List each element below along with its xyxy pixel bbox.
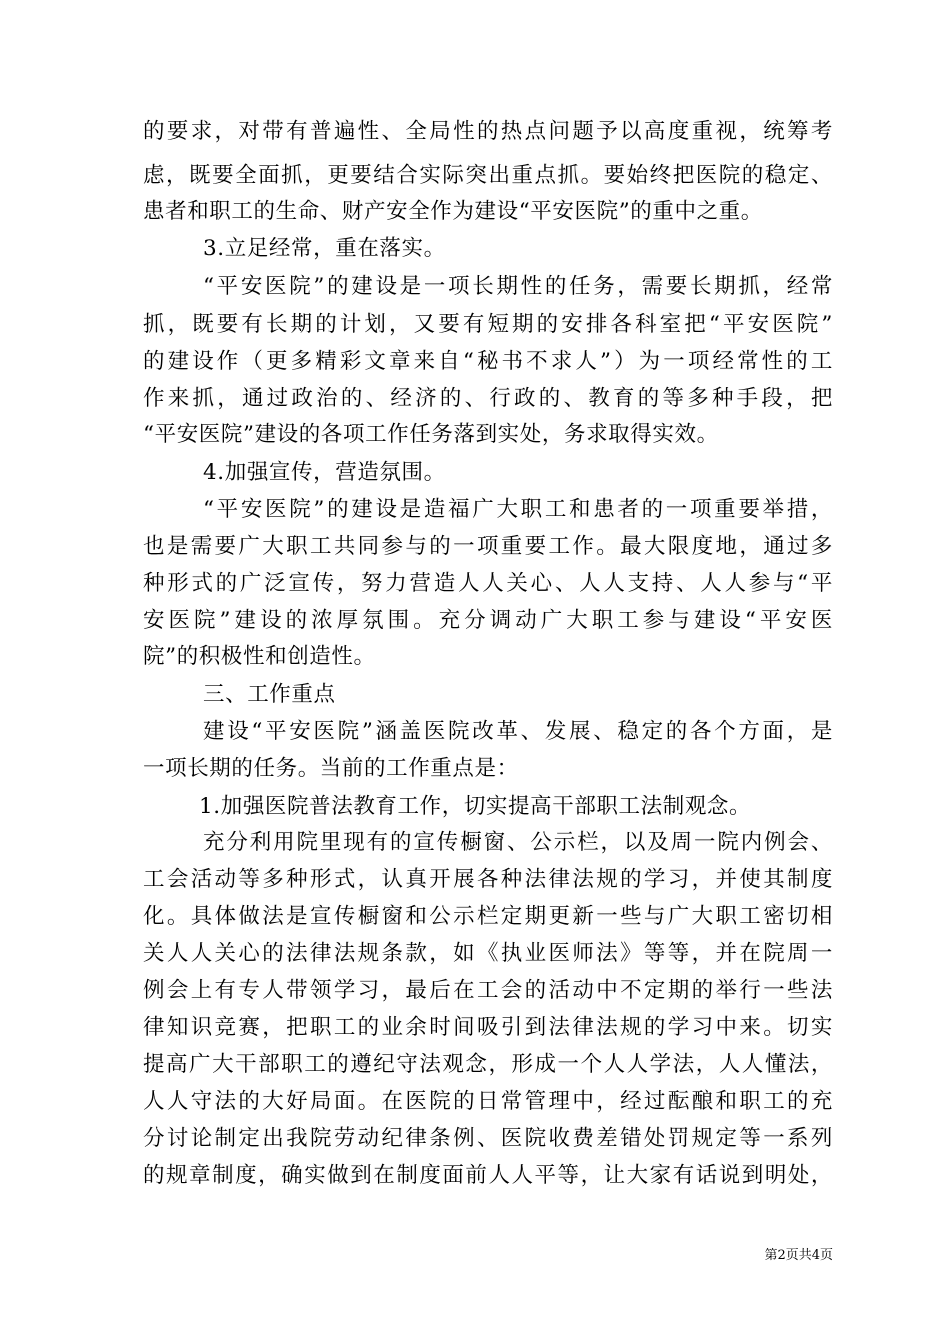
body-line: 提高广大干部职工的遵纪守法观念，形成一个人人学法，人人懂法， — [143, 1052, 833, 1077]
body-line: 工会活动等多种形式，认真开展各种法律法规的学习，并使其制度 — [143, 867, 833, 892]
body-line: 的规章制度，确实做到在制度面前人人平等，让大家有话说到明处， — [143, 1163, 833, 1188]
body-line: 虑，既要全面抓，更要结合实际突出重点抓。要始终把医院的稳定、 — [143, 163, 833, 188]
body-line: 种形式的广泛宣传，努力营造人人关心、人人支持、人人参与“平 — [143, 571, 833, 596]
body-line: “平安医院”建设的各项工作任务落到实处，务求取得实效。 — [143, 422, 719, 447]
body-line: 的建设作（更多精彩文章来自“秘书不求人”）为一项经常性的工 — [143, 349, 833, 374]
body-line: 化。具体做法是宣传橱窗和公示栏定期更新一些与广大职工密切相 — [143, 904, 833, 929]
body-line: 人人守法的大好局面。在医院的日常管理中，经过酝酿和职工的充 — [143, 1089, 833, 1114]
body-line: 充分利用院里现有的宣传橱窗、公示栏，以及周一院内例会、 — [203, 830, 833, 855]
body-line: 例会上有专人带领学习，最后在工会的活动中不定期的举行一些法 — [143, 978, 833, 1003]
section-heading: 4.加强宣传，营造氛围。 — [203, 460, 446, 485]
body-line: 安医院”建设的浓厚氛围。充分调动广大职工参与建设“平安医 — [143, 608, 833, 633]
section-heading: 3.立足经常，重在落实。 — [203, 236, 446, 261]
body-line: 的要求，对带有普遍性、全局性的热点问题予以高度重视，统筹考 — [143, 119, 833, 144]
body-line: “平安医院”的建设是造福广大职工和患者的一项重要举措， — [203, 497, 833, 522]
body-line: 抓，既要有长期的计划，又要有短期的安排各科室把“平安医院” — [143, 312, 833, 337]
body-line: 也是需要广大职工共同参与的一项重要工作。最大限度地，通过多 — [143, 534, 833, 559]
body-line: 一项长期的任务。当前的工作重点是： — [143, 756, 519, 781]
body-line: 院”的积极性和创造性。 — [143, 644, 376, 669]
body-line: 患者和职工的生命、财产安全作为建设“平安医院”的重中之重。 — [143, 199, 763, 224]
body-line: 关人人关心的法律法规条款，如《执业医师法》等等，并在院周一 — [143, 941, 833, 966]
body-line: 建设“平安医院”涵盖医院改革、发展、稳定的各个方面，是 — [203, 719, 833, 744]
page-number: 第2页共4页 — [764, 1248, 833, 1263]
section-heading: 1.加强医院普法教育工作，切实提高干部职工法制观念。 — [199, 794, 752, 819]
body-line: 分讨论制定出我院劳动纪律条例、医院收费差错处罚规定等一系列 — [143, 1126, 833, 1151]
body-line: 作来抓，通过政治的、经济的、行政的、教育的等多种手段，把 — [143, 386, 833, 411]
section-heading: 三、工作重点 — [203, 682, 336, 707]
body-line: 律知识竞赛，把职工的业余时间吸引到法律法规的学习中来。切实 — [143, 1015, 833, 1040]
body-line: “平安医院”的建设是一项长期性的任务，需要长期抓，经常 — [203, 274, 833, 299]
